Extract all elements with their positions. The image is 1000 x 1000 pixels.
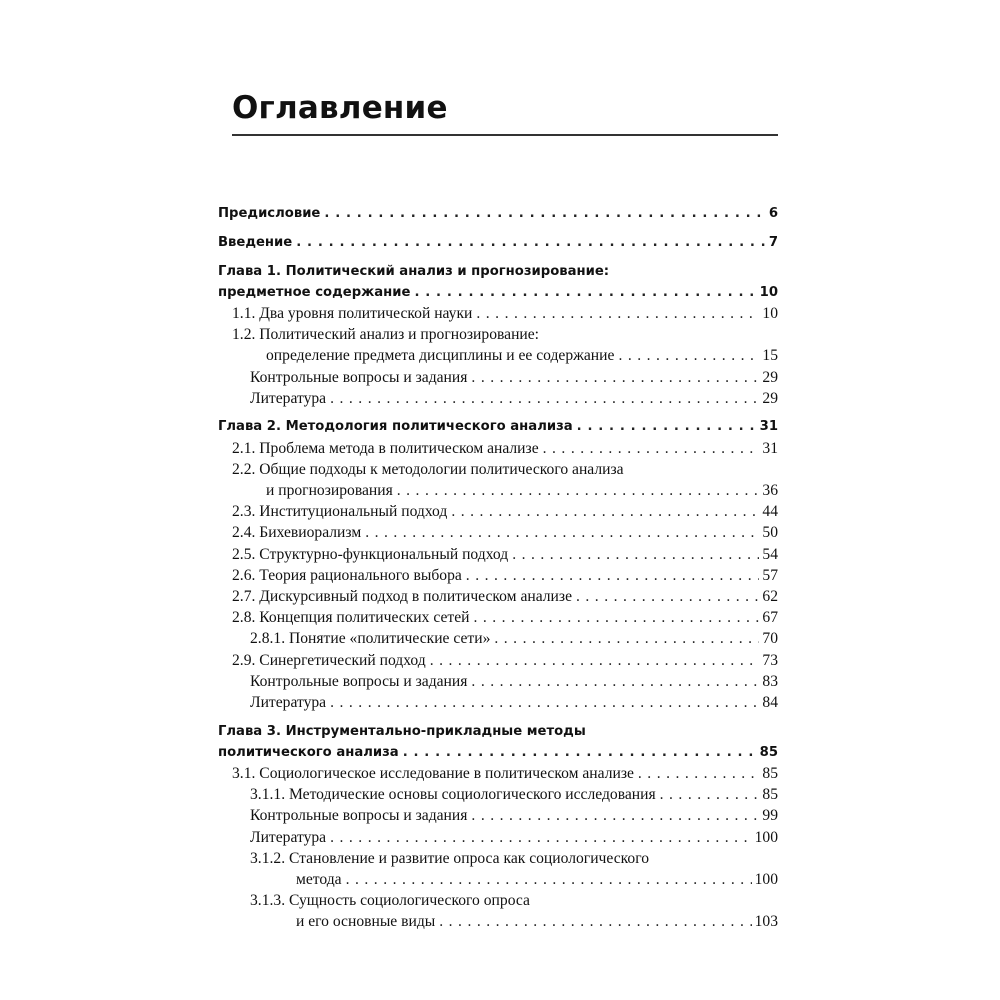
dot-leader [660, 784, 760, 805]
toc-ch3-questions[interactable] [218, 805, 778, 826]
toc-entry-preface[interactable] [218, 203, 778, 224]
toc-ch3-literature[interactable] [218, 827, 778, 848]
dot-leader [543, 438, 760, 459]
dot-leader [330, 827, 752, 848]
toc-page-number: 99 [762, 807, 778, 825]
toc-entry-label: и его основные виды [296, 913, 436, 931]
toc-page-number: 10 [759, 284, 778, 300]
toc-page-number: 54 [762, 545, 778, 563]
toc-chapter-2-title[interactable] [218, 416, 778, 437]
toc-page-number: 31 [762, 439, 778, 457]
toc-entry-label: Предисловие [218, 206, 321, 221]
dot-leader [471, 671, 759, 692]
toc-section-1-2[interactable] [218, 324, 778, 345]
page-title: Оглавление [232, 90, 448, 126]
dot-leader [466, 565, 760, 586]
toc-entry-label: 2.7. Дискурсивный подход в политическом анализе [232, 587, 572, 605]
toc-page-number: 6 [768, 206, 778, 221]
toc-page-number: 50 [762, 524, 778, 542]
dot-leader [476, 303, 759, 324]
dot-leader [577, 416, 757, 437]
toc-entry-label: Контрольные вопросы и задания [250, 368, 468, 386]
toc-section-2-7[interactable] [218, 586, 778, 607]
dot-leader [494, 628, 759, 649]
toc-chapter-title-line: политического анализа [218, 744, 399, 760]
toc-section-2-4[interactable] [218, 522, 778, 543]
toc-entry-label: Литература [250, 693, 327, 711]
toc-entry-label: определение предмета дисциплины и ее содержание [266, 347, 615, 365]
dot-leader [403, 742, 757, 763]
toc-entry-label: метода [296, 871, 342, 888]
toc-page-number: 31 [759, 419, 778, 435]
toc-page-number: 36 [762, 482, 778, 500]
toc-section-2-5[interactable] [218, 544, 778, 565]
toc-section-2-9[interactable] [218, 650, 778, 671]
dot-leader [296, 232, 766, 253]
toc-page-number: 103 [754, 913, 778, 931]
toc-section-3-1-3[interactable] [218, 890, 778, 911]
toc-page-number: 85 [759, 744, 778, 760]
toc-section-2-8[interactable] [218, 607, 778, 628]
toc-entry-label: и прогнозирования [266, 482, 393, 500]
toc-ch2-questions[interactable] [218, 671, 778, 692]
toc-entry-label: 3.1. Социологическое исследование в политическом анализе [232, 765, 634, 783]
dot-leader [330, 692, 759, 713]
toc-page-number: 10 [762, 304, 778, 322]
toc-entry-label: 2.8.1. Понятие «политические сети» [250, 630, 491, 648]
toc-chapter-3-title-end[interactable] [218, 742, 778, 763]
title-divider [232, 134, 778, 136]
toc-entry-label: Литература [250, 828, 327, 846]
toc-entry-label: Контрольные вопросы и задания [250, 807, 468, 825]
toc-entry-label: Литература [250, 389, 327, 407]
dot-leader [473, 607, 759, 628]
toc-page-number: 62 [762, 587, 778, 605]
toc-page-number: 15 [762, 347, 778, 365]
toc-entry-label: 1.2. Политический анализ и прогнозирование: [232, 326, 540, 344]
table-of-contents [218, 203, 778, 933]
toc-entry-label: Контрольные вопросы и задания [250, 672, 468, 690]
toc-chapter-title-line: Глава 2. Методология политического анализа [218, 419, 573, 435]
toc-section-2-1[interactable] [218, 438, 778, 459]
toc-page-number: 70 [762, 630, 778, 648]
toc-section-2-6[interactable] [218, 565, 778, 586]
toc-entry-label: 2.9. Синергетический подход [232, 651, 426, 669]
toc-page-number: 85 [762, 765, 778, 783]
toc-section-2-3[interactable] [218, 501, 778, 522]
dot-leader [471, 367, 759, 388]
toc-section-3-1-3-end[interactable] [218, 911, 778, 932]
toc-entry-label: Введение [218, 234, 293, 250]
toc-ch1-questions[interactable] [218, 367, 778, 388]
dot-leader [365, 522, 759, 543]
toc-page-number: 84 [762, 693, 778, 711]
dot-leader [397, 480, 760, 501]
toc-entry-label: 2.1. Проблема метода в политическом анализе [232, 439, 539, 457]
toc-ch1-literature[interactable] [218, 388, 778, 409]
dot-leader [346, 869, 752, 890]
toc-entry-label: 2.4. Бихевиорализм [232, 524, 362, 542]
toc-chapter-1-title[interactable] [218, 261, 778, 282]
dot-leader [414, 282, 756, 303]
toc-page-number: 73 [762, 651, 778, 669]
dot-leader [638, 763, 760, 784]
toc-section-3-1[interactable] [218, 763, 778, 784]
toc-chapter-1-title-end[interactable] [218, 282, 778, 303]
toc-ch2-literature[interactable] [218, 692, 778, 713]
dot-leader [439, 911, 751, 932]
toc-entry-label: 1.1. Два уровня политической науки [232, 304, 473, 322]
toc-page-number: 85 [762, 786, 778, 804]
toc-section-3-1-1[interactable] [218, 784, 778, 805]
dot-leader [451, 501, 759, 522]
dot-leader [576, 586, 759, 607]
toc-section-2-8-1[interactable] [218, 628, 778, 649]
dot-leader [618, 345, 759, 366]
toc-page-number: 67 [762, 609, 778, 627]
toc-chapter-3-title[interactable] [218, 721, 778, 742]
toc-page-number: 44 [762, 503, 778, 521]
toc-page-number: 100 [754, 828, 778, 846]
toc-page-number: 29 [762, 368, 778, 386]
toc-entry-label: 2.2. Общие подходы к методологии политического анализа [232, 460, 624, 478]
dot-leader [324, 203, 765, 224]
toc-entry-label: 3.1.3. Сущность социологического опроса [250, 892, 530, 910]
toc-section-3-1-2-end[interactable] [218, 869, 778, 890]
toc-page-number: 7 [768, 234, 778, 250]
dot-leader [512, 544, 759, 565]
dot-leader [330, 388, 759, 409]
toc-entry-label: 2.3. Институциональный подход [232, 503, 448, 521]
toc-chapter-title-line: Глава 3. Инструментально-прикладные методы [218, 723, 586, 739]
toc-entry-label: 3.1.2. Становление и развитие опроса как социологического [250, 849, 649, 867]
toc-page-number: 57 [762, 566, 778, 584]
toc-section-2-2-end[interactable] [218, 480, 778, 501]
toc-entry-label: 2.8. Концепция политических сетей [232, 609, 470, 627]
toc-entry-intro[interactable] [218, 232, 778, 253]
toc-section-1-1[interactable] [218, 303, 778, 324]
toc-page-number: 100 [754, 871, 778, 888]
toc-section-3-1-2[interactable] [218, 848, 778, 869]
toc-entry-label: 2.6. Теория рационального выбора [232, 566, 462, 584]
toc-entry-label: 3.1.1. Методические основы социологического исследования [250, 786, 656, 804]
toc-chapter-title-line: предметное содержание [218, 284, 411, 300]
toc-section-1-2-end[interactable] [218, 345, 778, 366]
toc-page-number: 29 [762, 389, 778, 407]
dot-leader [430, 650, 760, 671]
toc-page-number: 83 [762, 672, 778, 690]
toc-section-2-2[interactable] [218, 459, 778, 480]
toc-chapter-title-line: Глава 1. Политический анализ и прогнозирование: [218, 263, 610, 279]
dot-leader [471, 805, 759, 826]
toc-entry-label: 2.5. Структурно-функциональный подход [232, 545, 509, 563]
